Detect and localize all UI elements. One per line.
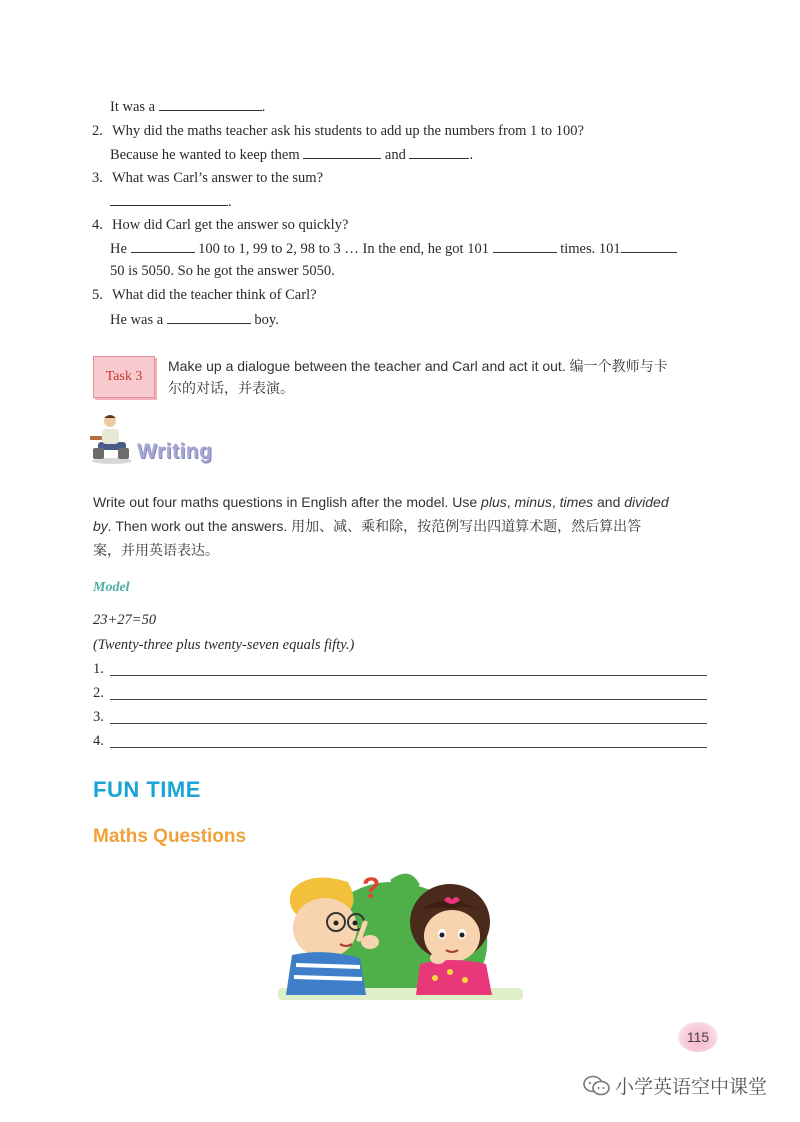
- task3-instruction: Make up a dialogue between the teacher and Carl and act it out. 编一个教师与卡 尔的对话，并表演。: [168, 358, 668, 396]
- writing-instruction: Write out four maths questions in English after the model. Use plus, minus, times and divided by. Then work out the answers. 用加、减、乘和除，按范例写出四道算术题，然后算出答 案，并用英语表达。: [93, 494, 669, 558]
- svg-text:?: ?: [362, 872, 381, 905]
- q2-answer-line: Because he wanted to keep them and .: [110, 147, 474, 163]
- writing-figure-icon: [88, 412, 134, 464]
- answer-number: 2.: [93, 685, 104, 701]
- blank: [409, 146, 469, 159]
- writing-title: Writing: [137, 440, 213, 463]
- blank: [110, 193, 228, 206]
- wechat-icon: [583, 1075, 611, 1097]
- kids-thinking-illustration: [270, 860, 530, 1008]
- q4-answer-line-1: He 100 to 1, 99 to 2, 98 to 3 … In the end, he got 101 times. 101: [110, 240, 677, 258]
- watermark: 小学英语空中课堂: [583, 1072, 767, 1099]
- q4-answer-line-2: 50 is 5050. So he got the answer 5050.: [110, 263, 335, 279]
- answer-number: 1.: [93, 661, 104, 677]
- model-label: Model: [93, 580, 130, 595]
- maths-questions-heading: Maths Questions: [93, 826, 247, 847]
- q5-answer-line: He was a boy.: [110, 312, 279, 328]
- answer-number: 3.: [93, 709, 104, 725]
- q2-question: 2. Why did the maths teacher ask his students to add up the numbers from 1 to 100?: [92, 123, 584, 139]
- fun-time-heading: FUN TIME: [93, 777, 201, 802]
- model-words: (Twenty-three plus twenty-seven equals fifty.): [93, 637, 355, 653]
- model-equation: 23+27=50: [93, 612, 157, 628]
- q5-question: 5. What did the teacher think of Carl?: [92, 287, 317, 303]
- blank: [131, 240, 195, 253]
- blank: [303, 146, 381, 159]
- answer-line[interactable]: [110, 722, 707, 724]
- answer-line[interactable]: [110, 746, 707, 748]
- q1-answer-line: It was a .: [110, 99, 266, 115]
- task3-badge: Task 3: [93, 356, 155, 398]
- blank: [493, 240, 557, 253]
- blank: [159, 98, 262, 111]
- answer-number: 4.: [93, 733, 104, 749]
- blank: [167, 311, 251, 324]
- q4-question: 4. How did Carl get the answer so quickly?: [92, 217, 349, 233]
- blank: [621, 240, 677, 253]
- answer-line[interactable]: [110, 674, 707, 676]
- q3-answer-line: .: [110, 193, 232, 211]
- q3-question: 3. What was Carl’s answer to the sum?: [92, 170, 324, 186]
- answer-line[interactable]: [110, 698, 707, 700]
- page-number: 115: [678, 1022, 718, 1052]
